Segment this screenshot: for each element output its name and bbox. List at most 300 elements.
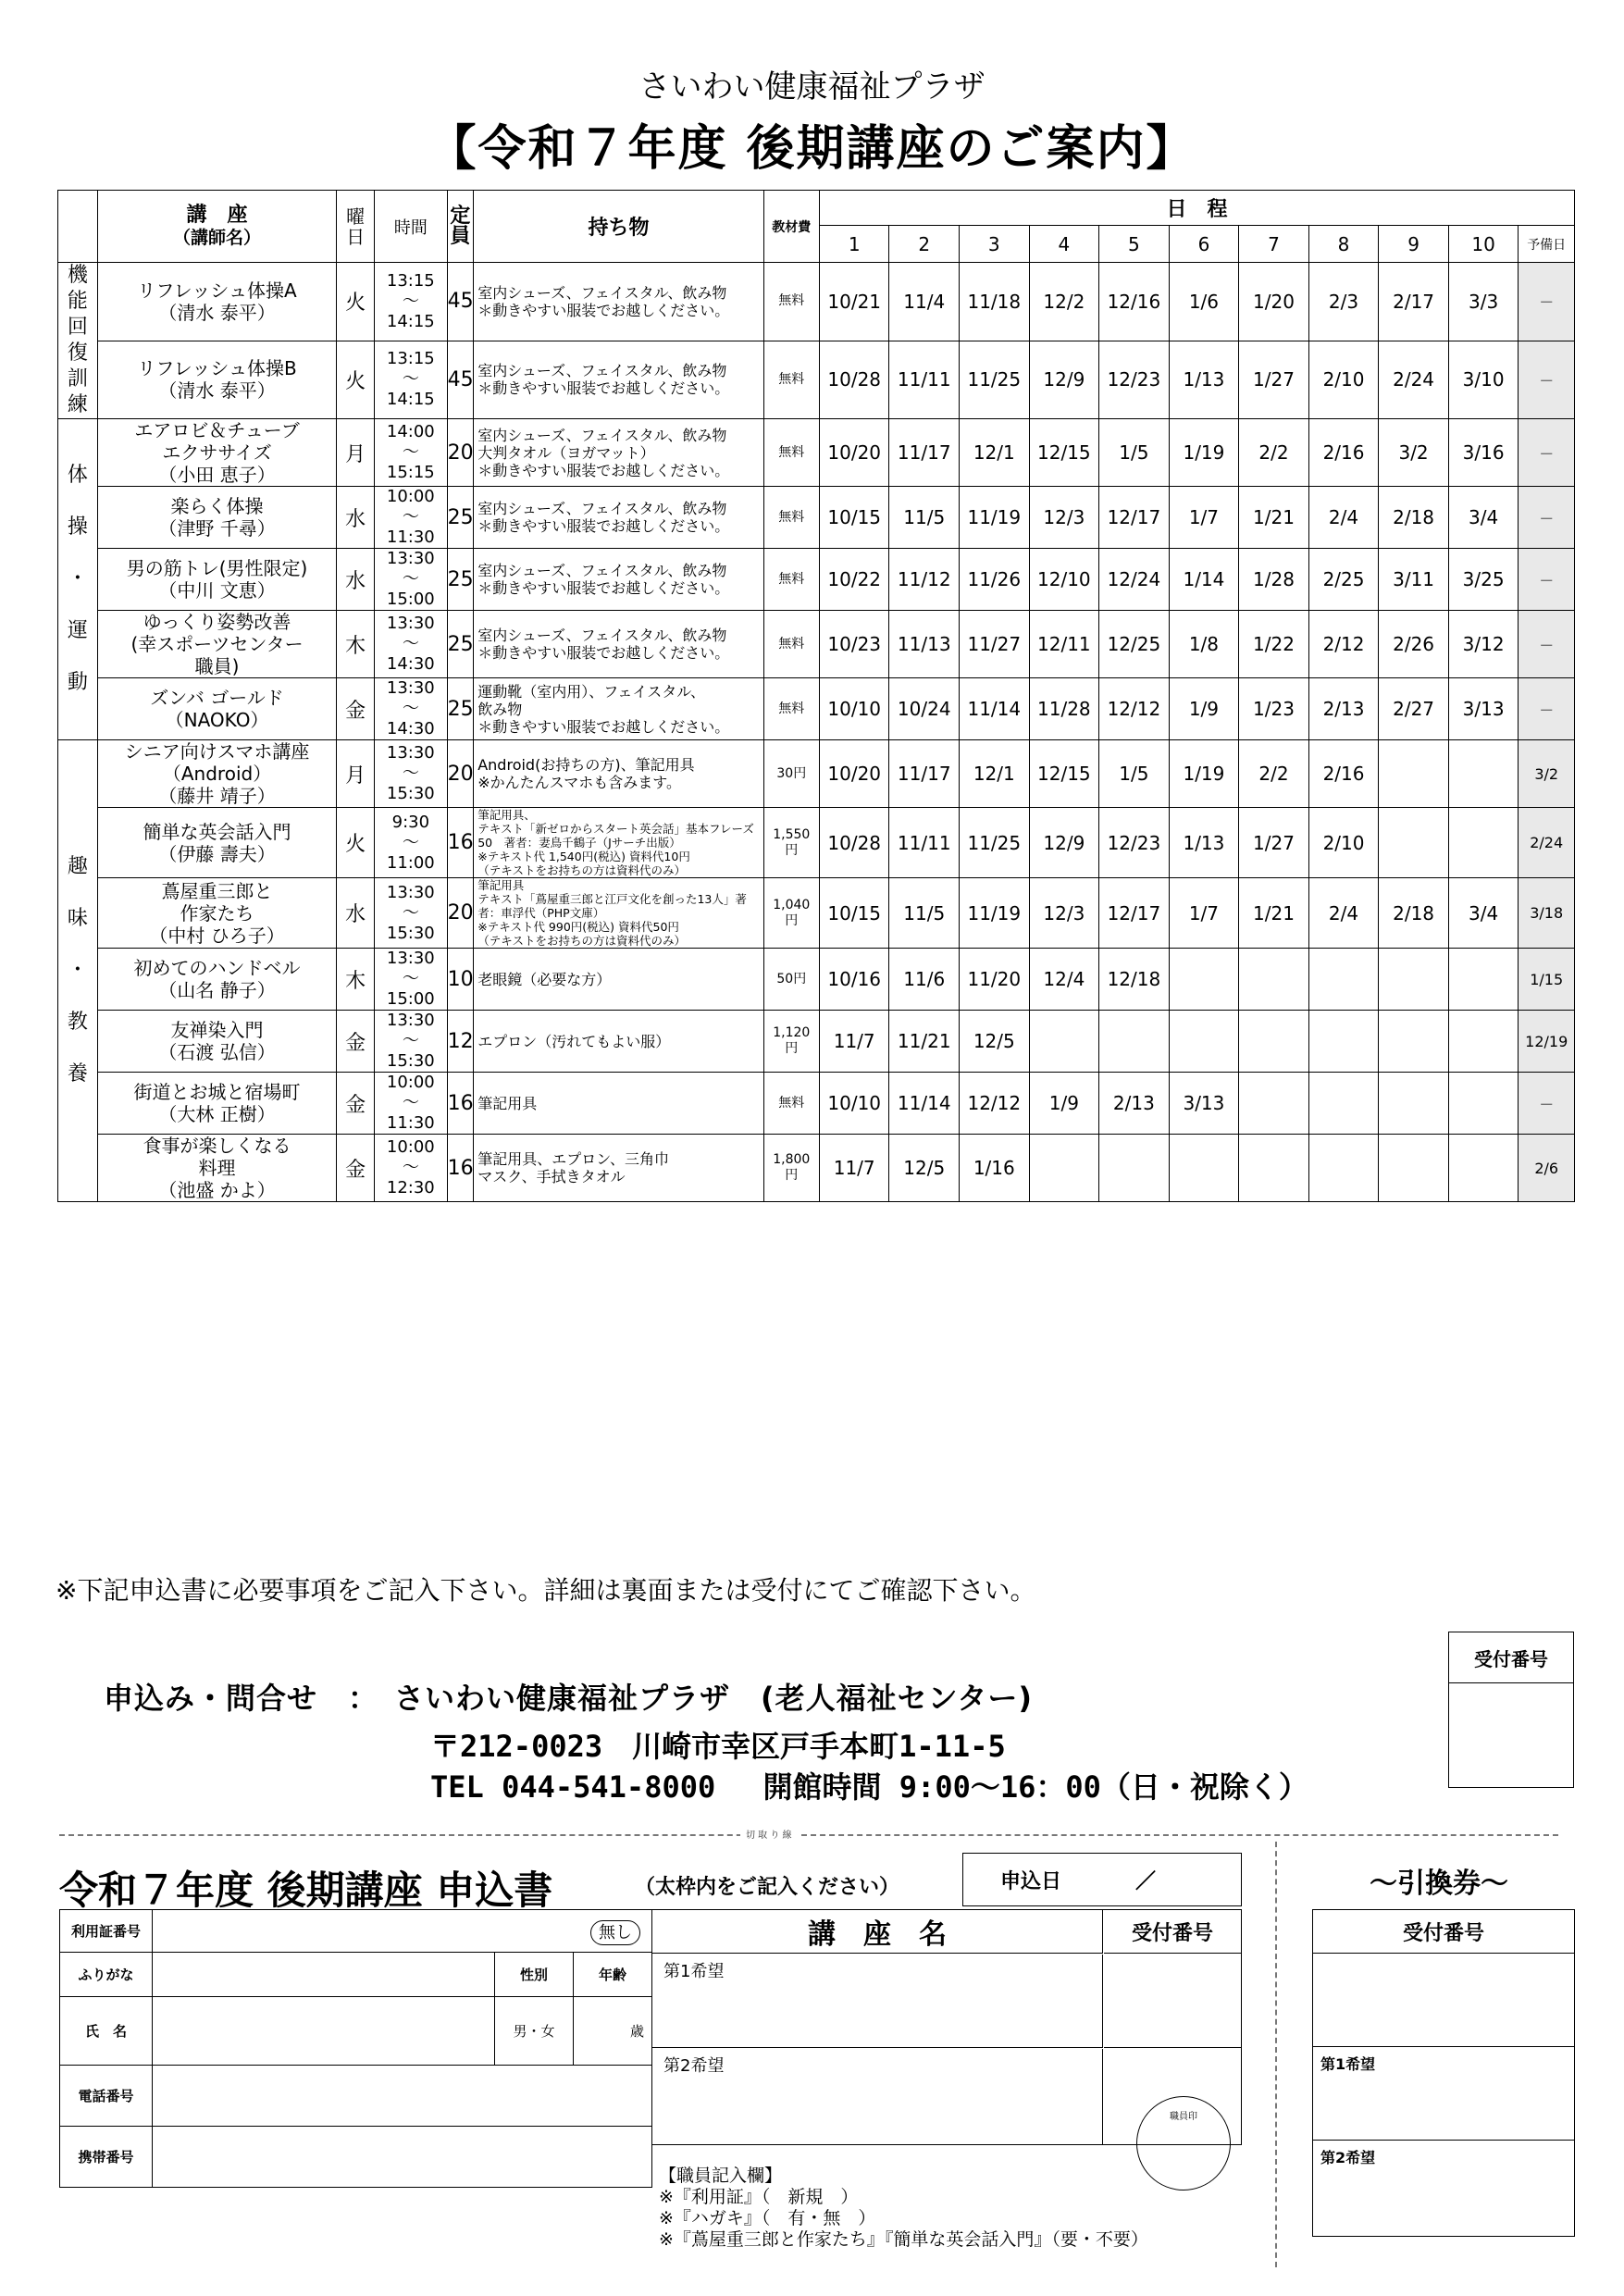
course-capacity: 25 — [447, 487, 474, 549]
first-reception-field[interactable] — [1104, 1955, 1241, 2048]
day-header: 曜 日 — [337, 191, 375, 263]
session-date: 11/17 — [889, 419, 960, 487]
session-date — [1448, 1135, 1519, 1202]
course-items: 室内シューズ、フェイスタル、飲み物 ＊動きやすい服装でお越しください。 — [474, 341, 763, 419]
course-capacity: 25 — [447, 611, 474, 678]
session-date — [1308, 1011, 1379, 1073]
contact-phone-hours: TEL 044-541-8000 開館時間 9:00～16：00（日・祝除く） — [430, 1769, 1308, 1805]
session-date: 11/5 — [889, 487, 960, 549]
session-date: 1/21 — [1239, 487, 1309, 549]
staff-note: 【職員記入欄】 ※『利用証』（ 新規 ） ※『ハガキ』（ 有・無 ） ※『蔦屋重三郎と作家たち』『簡単な英会話入門』（要・不要） — [659, 2166, 1148, 2250]
time-header: 時間 — [375, 191, 448, 263]
second-choice-field[interactable] — [652, 2049, 1103, 2144]
category-label: 趣 味 ・ 教 養 — [58, 740, 98, 1202]
course-day: 火 — [337, 263, 375, 341]
course-row — [58, 341, 1575, 419]
session-date: 3/2 — [1379, 419, 1449, 487]
session-date — [1379, 949, 1449, 1011]
course-fee: 1,040 円 — [763, 878, 819, 949]
session-header: 7 — [1239, 226, 1309, 263]
category-label: 体 操 ・ 運 動 — [58, 419, 98, 740]
course-time: 13:30 ～ 15:30 — [375, 740, 448, 808]
course-fee: 30円 — [763, 740, 819, 808]
ticket-title: ～引換券～ — [1370, 1868, 1508, 1900]
session-date: 2/16 — [1308, 740, 1379, 808]
cut-line — [59, 1834, 1558, 1836]
session-date: 1/13 — [1169, 808, 1239, 878]
course-row — [58, 740, 1575, 808]
ticket-choice2-field[interactable] — [1313, 2141, 1574, 2233]
course-fee: 無料 — [763, 341, 819, 419]
application-form — [59, 1909, 652, 2188]
course-name: シニア向けスマホ講座 （Android） （藤井 靖子） — [97, 740, 336, 808]
session-date: 3/10 — [1448, 341, 1519, 419]
course-name: ゆっくり姿勢改善 (幸スポーツセンター 職員) — [97, 611, 336, 678]
course-row — [58, 878, 1575, 949]
session-date: 12/15 — [1029, 419, 1099, 487]
course-row — [58, 678, 1575, 740]
course-capacity: 16 — [447, 808, 474, 878]
first-choice-label: 第1希望 — [663, 1962, 725, 1981]
session-header: 10 — [1448, 226, 1519, 263]
first-choice-field[interactable] — [652, 1955, 1103, 2048]
session-date: 2/10 — [1308, 808, 1379, 878]
schedule-header: 日 程 — [819, 191, 1574, 226]
form-title: 令和７年度 後期講座 申込書 — [59, 1868, 553, 1913]
course-day: 金 — [337, 1073, 375, 1135]
category-label: 機 能 回 復 訓 練 — [58, 263, 98, 419]
session-date — [1379, 740, 1449, 808]
session-date: 12/15 — [1029, 740, 1099, 808]
course-fee: 無料 — [763, 549, 819, 611]
course-day: 木 — [337, 949, 375, 1011]
course-day: 水 — [337, 549, 375, 611]
session-date: 1/21 — [1239, 878, 1309, 949]
session-date — [1448, 1073, 1519, 1135]
session-date: 2/16 — [1308, 419, 1379, 487]
session-date: 3/12 — [1448, 611, 1519, 678]
application-date-box[interactable] — [962, 1853, 1242, 1906]
reserve-date: － — [1519, 549, 1575, 611]
course-row — [58, 1135, 1575, 1202]
session-date: 12/4 — [1029, 949, 1099, 1011]
course-capacity: 20 — [447, 419, 474, 487]
reserve-date: － — [1519, 263, 1575, 341]
course-row — [58, 419, 1575, 487]
course-row — [58, 808, 1575, 878]
fee-header: 教材費 — [763, 191, 819, 263]
session-date: 3/25 — [1448, 549, 1519, 611]
course-time: 10:00 ～ 12:30 — [375, 1135, 448, 1202]
course-fee: 無料 — [763, 1073, 819, 1135]
session-date — [1169, 949, 1239, 1011]
member-no-label: 利用証番号 — [60, 1910, 153, 1953]
session-date — [1308, 1135, 1379, 1202]
session-header: 9 — [1379, 226, 1449, 263]
reserve-date: 3/2 — [1519, 740, 1575, 808]
session-date: 11/21 — [889, 1011, 960, 1073]
session-date: 12/17 — [1099, 487, 1170, 549]
session-date: 11/11 — [889, 808, 960, 878]
none-option[interactable]: 無し — [590, 1920, 640, 1945]
form-subtitle: （太枠内をご記入ください） — [635, 1876, 900, 1899]
application-date-label: 申込日 — [1000, 1869, 1062, 1893]
session-date: 12/12 — [1099, 678, 1170, 740]
course-items: 室内シューズ、フェイスタル、飲み物 大判タオル（ヨガマット） ＊動きやすい服装でお越しください。 — [474, 419, 763, 487]
session-date — [1239, 1073, 1309, 1135]
course-day: 金 — [337, 1135, 375, 1202]
course-time: 13:30 ～ 15:30 — [375, 1011, 448, 1073]
session-date: 3/4 — [1448, 878, 1519, 949]
course-day: 月 — [337, 740, 375, 808]
session-date: 2/17 — [1379, 263, 1449, 341]
session-date: 1/13 — [1169, 341, 1239, 419]
session-date — [1239, 1011, 1309, 1073]
session-date: 3/13 — [1448, 678, 1519, 740]
gender-label: 性別 — [495, 1953, 574, 1997]
reserve-date: － — [1519, 1073, 1575, 1135]
course-capacity: 12 — [447, 1011, 474, 1073]
course-fee: 無料 — [763, 611, 819, 678]
session-date: 2/26 — [1379, 611, 1449, 678]
course-name: リフレッシュ体操A （清水 泰平） — [97, 263, 336, 341]
furigana-field[interactable] — [153, 1953, 495, 1997]
session-date: 11/11 — [889, 341, 960, 419]
reserve-date: － — [1519, 611, 1575, 678]
session-date: 1/6 — [1169, 263, 1239, 341]
course-time: 10:00 ～ 11:30 — [375, 487, 448, 549]
course-day: 火 — [337, 808, 375, 878]
furigana-label: ふりがな — [60, 1953, 153, 1997]
session-date: 1/9 — [1169, 678, 1239, 740]
session-date: 11/17 — [889, 740, 960, 808]
session-date: 11/19 — [960, 878, 1030, 949]
course-day: 水 — [337, 487, 375, 549]
session-date: 2/3 — [1308, 263, 1379, 341]
reception-number-label: 受付番号 — [1449, 1632, 1573, 1683]
session-date: 12/9 — [1029, 808, 1099, 878]
contact-address: 〒212-0023 川崎市幸区戸手本町1-11-5 — [430, 1729, 1006, 1764]
staff-stamp-circle — [1136, 2096, 1231, 2191]
session-date: 1/28 — [1239, 549, 1309, 611]
course-name: 食事が楽しくなる 料理 （池盛 かよ） — [97, 1135, 336, 1202]
course-name: 楽らく体操 （津野 千尋） — [97, 487, 336, 549]
session-date: 2/25 — [1308, 549, 1379, 611]
session-date: 10/22 — [819, 549, 889, 611]
course-name: 友禅染入門 （石渡 弘信） — [97, 1011, 336, 1073]
session-date: 11/14 — [960, 678, 1030, 740]
session-date: 1/27 — [1239, 341, 1309, 419]
course-reception-header: 受付番号 — [1104, 1910, 1241, 1954]
session-date: 10/10 — [819, 1073, 889, 1135]
session-date: 10/20 — [819, 419, 889, 487]
course-fee: 無料 — [763, 487, 819, 549]
session-date: 10/20 — [819, 740, 889, 808]
session-date — [1099, 1135, 1170, 1202]
course-items: 筆記用具、 テキスト「新ゼロからスタート英会話」基本フレーズ50 著者：妻鳥千鶴子（Jサーチ出版） ※テキスト代 1,540円(税込) 資料代10円 （テキストをお持ちの方は資料代のみ） — [474, 808, 763, 878]
session-date: 1/7 — [1169, 487, 1239, 549]
session-date: 2/18 — [1379, 878, 1449, 949]
session-date — [1239, 949, 1309, 1011]
course-day: 金 — [337, 1011, 375, 1073]
session-header: 5 — [1099, 226, 1170, 263]
course-fee: 無料 — [763, 678, 819, 740]
session-date: 11/7 — [819, 1011, 889, 1073]
course-fee: 無料 — [763, 419, 819, 487]
course-items: 筆記用具、エプロン、三角巾 マスク、手拭きタオル — [474, 1135, 763, 1202]
session-date: 1/7 — [1169, 878, 1239, 949]
course-row — [58, 611, 1575, 678]
session-date: 2/13 — [1308, 678, 1379, 740]
reserve-header: 予備日 — [1519, 226, 1575, 263]
session-date: 10/24 — [889, 678, 960, 740]
session-date: 12/5 — [889, 1135, 960, 1202]
reserve-date: 2/6 — [1519, 1135, 1575, 1202]
session-date: 12/9 — [1029, 341, 1099, 419]
exchange-ticket — [1312, 1909, 1575, 2237]
session-date: 10/21 — [819, 263, 889, 341]
page-title: 【令和７年度 後期講座のご案内】 — [428, 121, 1196, 177]
session-date — [1029, 1011, 1099, 1073]
course-time: 13:15 ～ 14:15 — [375, 341, 448, 419]
course-name: 男の筋トレ(男性限定) （中川 文恵） — [97, 549, 336, 611]
course-time: 13:15 ～ 14:15 — [375, 263, 448, 341]
session-date: 2/27 — [1379, 678, 1449, 740]
course-row — [58, 549, 1575, 611]
session-date — [1379, 1135, 1449, 1202]
gender-options[interactable]: 男・女 — [495, 1997, 574, 2066]
course-time: 13:30 ～ 14:30 — [375, 611, 448, 678]
session-date: 1/16 — [960, 1135, 1030, 1202]
session-date: 12/2 — [1029, 263, 1099, 341]
session-header: 4 — [1029, 226, 1099, 263]
course-items: エプロン（汚れてもよい服） — [474, 1011, 763, 1073]
session-date — [1169, 1135, 1239, 1202]
session-date: 2/18 — [1379, 487, 1449, 549]
course-day: 火 — [337, 341, 375, 419]
course-fee: 50円 — [763, 949, 819, 1011]
course-time: 13:30 ～ 14:30 — [375, 678, 448, 740]
session-date: 12/17 — [1099, 878, 1170, 949]
session-date: 3/4 — [1448, 487, 1519, 549]
session-date: 2/10 — [1308, 341, 1379, 419]
course-fee: 1,550 円 — [763, 808, 819, 878]
session-date: 10/10 — [819, 678, 889, 740]
course-time: 13:30 ～ 15:00 — [375, 949, 448, 1011]
course-capacity: 20 — [447, 878, 474, 949]
session-date: 12/24 — [1099, 549, 1170, 611]
course-name: 蔦屋重三郎と 作家たち （中村 ひろ子） — [97, 878, 336, 949]
course-row — [58, 263, 1575, 341]
ticket-choice1-label: 第1希望 — [1320, 2055, 1376, 2073]
application-date-slash: ／ — [1135, 1869, 1157, 1893]
course-capacity: 25 — [447, 678, 474, 740]
session-date: 1/20 — [1239, 263, 1309, 341]
session-date: 1/22 — [1239, 611, 1309, 678]
session-date — [1239, 1135, 1309, 1202]
session-date: 1/19 — [1169, 740, 1239, 808]
session-date: 1/5 — [1099, 419, 1170, 487]
course-items: 室内シューズ、フェイスタル、飲み物 ＊動きやすい服装でお越しください。 — [474, 611, 763, 678]
course-fee: 1,800 円 — [763, 1135, 819, 1202]
session-date: 2/4 — [1308, 878, 1379, 949]
session-header: 1 — [819, 226, 889, 263]
session-date: 11/28 — [1029, 678, 1099, 740]
session-date: 10/16 — [819, 949, 889, 1011]
session-date: 11/26 — [960, 549, 1030, 611]
session-date: 11/25 — [960, 808, 1030, 878]
course-time: 13:30 ～ 15:00 — [375, 549, 448, 611]
course-header — [97, 191, 336, 263]
member-no-field[interactable] — [153, 1910, 652, 1953]
ticket-reception-label: 受付番号 — [1313, 1910, 1574, 1954]
course-items: Android(お持ちの方)、筆記用具 ※かんたんスマホも含みます。 — [474, 740, 763, 808]
session-date: 12/12 — [960, 1073, 1030, 1135]
course-row — [58, 949, 1575, 1011]
session-date: 2/24 — [1379, 341, 1449, 419]
reserve-date: － — [1519, 341, 1575, 419]
course-capacity: 20 — [447, 740, 474, 808]
course-capacity: 25 — [447, 549, 474, 611]
course-items: 筆記用具 — [474, 1073, 763, 1135]
session-date: 12/3 — [1029, 878, 1099, 949]
session-date: 10/23 — [819, 611, 889, 678]
ticket-choice1-field[interactable] — [1313, 2047, 1574, 2141]
course-name-header: 講 座 名 — [652, 1910, 1103, 1954]
session-header: 3 — [960, 226, 1030, 263]
session-date: 12/1 — [960, 419, 1030, 487]
schedule-table — [57, 190, 1575, 1202]
course-name: エアロビ＆チューブ エクササイズ （小田 恵子） — [97, 419, 336, 487]
phone-field[interactable] — [153, 2066, 652, 2127]
course-capacity: 45 — [447, 341, 474, 419]
ticket-choice2-label: 第2希望 — [1320, 2149, 1376, 2166]
session-date: 12/18 — [1099, 949, 1170, 1011]
course-time: 9:30 ～ 11:00 — [375, 808, 448, 878]
course-row — [58, 487, 1575, 549]
session-date: 12/16 — [1099, 263, 1170, 341]
course-capacity: 16 — [447, 1073, 474, 1135]
session-date: 1/19 — [1169, 419, 1239, 487]
session-date — [1169, 1011, 1239, 1073]
session-date — [1379, 1073, 1449, 1135]
session-date: 11/27 — [960, 611, 1030, 678]
mobile-label: 携帯番号 — [60, 2127, 153, 2188]
reserve-date: － — [1519, 419, 1575, 487]
course-fee: 1,120 円 — [763, 1011, 819, 1073]
session-date — [1099, 1011, 1170, 1073]
second-choice-label: 第2希望 — [663, 2056, 725, 2076]
course-fee: 無料 — [763, 263, 819, 341]
page-subtitle: さいわい健康福祉プラザ — [638, 68, 986, 105]
cut-line-label: 切 取 り 線 — [740, 1827, 798, 1841]
course-capacity: 16 — [447, 1135, 474, 1202]
session-date: 12/23 — [1099, 341, 1170, 419]
session-date — [1308, 1073, 1379, 1135]
session-date: 12/3 — [1029, 487, 1099, 549]
session-date: 3/13 — [1169, 1073, 1239, 1135]
session-date: 1/5 — [1099, 740, 1170, 808]
session-date: 11/13 — [889, 611, 960, 678]
course-capacity: 45 — [447, 263, 474, 341]
session-header: 6 — [1169, 226, 1239, 263]
age-field[interactable]: 歳 — [574, 1997, 652, 2066]
course-day: 水 — [337, 878, 375, 949]
reserve-date: 12/19 — [1519, 1011, 1575, 1073]
session-date: 11/5 — [889, 878, 960, 949]
session-date: 11/7 — [819, 1135, 889, 1202]
session-date: 11/18 — [960, 263, 1030, 341]
session-date: 2/2 — [1239, 740, 1309, 808]
session-date — [1448, 949, 1519, 1011]
course-time: 13:30 ～ 15:30 — [375, 878, 448, 949]
course-items: 室内シューズ、フェイスタル、飲み物 ＊動きやすい服装でお越しください。 — [474, 549, 763, 611]
reserve-date: 3/18 — [1519, 878, 1575, 949]
reserve-date: － — [1519, 678, 1575, 740]
session-date: 10/28 — [819, 808, 889, 878]
session-date: 11/14 — [889, 1073, 960, 1135]
course-day: 月 — [337, 419, 375, 487]
course-day: 木 — [337, 611, 375, 678]
session-date: 12/11 — [1029, 611, 1099, 678]
session-date: 12/5 — [960, 1011, 1030, 1073]
course-row — [58, 1011, 1575, 1073]
contact-heading: 申込み・問合せ ： さいわい健康福祉プラザ (老人福祉センター) — [104, 1681, 1033, 1716]
session-date: 3/16 — [1448, 419, 1519, 487]
course-time: 14:00 ～ 15:15 — [375, 419, 448, 487]
session-date: 3/11 — [1379, 549, 1449, 611]
session-date: 1/14 — [1169, 549, 1239, 611]
session-date: 10/15 — [819, 878, 889, 949]
session-date: 3/3 — [1448, 263, 1519, 341]
session-date: 12/25 — [1099, 611, 1170, 678]
session-date: 11/20 — [960, 949, 1030, 1011]
mobile-field[interactable] — [153, 2127, 652, 2188]
staff-stamp-label: 職員印 — [1170, 2112, 1197, 2122]
reserve-date: 2/24 — [1519, 808, 1575, 878]
course-day: 金 — [337, 678, 375, 740]
course-capacity: 10 — [447, 949, 474, 1011]
reserve-date: 1/15 — [1519, 949, 1575, 1011]
category-header — [58, 191, 98, 263]
session-date: 11/25 — [960, 341, 1030, 419]
session-date — [1029, 1135, 1099, 1202]
course-name: 簡単な英会話入門 （伊藤 壽夫） — [97, 808, 336, 878]
session-date: 2/13 — [1099, 1073, 1170, 1135]
ticket-reception-field[interactable] — [1313, 1954, 1574, 2047]
course-header-label: 講 座 — [186, 203, 248, 227]
course-items: 筆記用具 テキスト「蔦屋重三郎と江戸文化を創った13人」著者：車浮代（PHP文庫） ※テキスト代 990円(税込) 資料代50円 （テキストをお持ちの方は資料代のみ） — [474, 878, 763, 949]
course-items: 運動靴（室内用）、フェイスタル、 飲み物 ＊動きやすい服装でお越しください。 — [474, 678, 763, 740]
course-items: 老眼鏡（必要な方） — [474, 949, 763, 1011]
items-header: 持ち物 — [474, 191, 763, 263]
vertical-cut-line — [1275, 1842, 1277, 2267]
name-label: 氏 名 — [60, 1997, 153, 2066]
session-date: 1/27 — [1239, 808, 1309, 878]
application-note: ※下記申込書に必要事項をご記入下さい。詳細は裏面または受付にてご確認下さい。 — [56, 1575, 1036, 1606]
session-date: 12/1 — [960, 740, 1030, 808]
schedule-body — [58, 263, 1575, 1202]
session-date — [1448, 808, 1519, 878]
reception-number-box — [1448, 1632, 1574, 1788]
session-date — [1379, 808, 1449, 878]
session-date: 2/12 — [1308, 611, 1379, 678]
session-date: 11/4 — [889, 263, 960, 341]
session-date — [1448, 740, 1519, 808]
session-date: 11/19 — [960, 487, 1030, 549]
session-date: 2/2 — [1239, 419, 1309, 487]
name-field[interactable] — [153, 1997, 495, 2066]
